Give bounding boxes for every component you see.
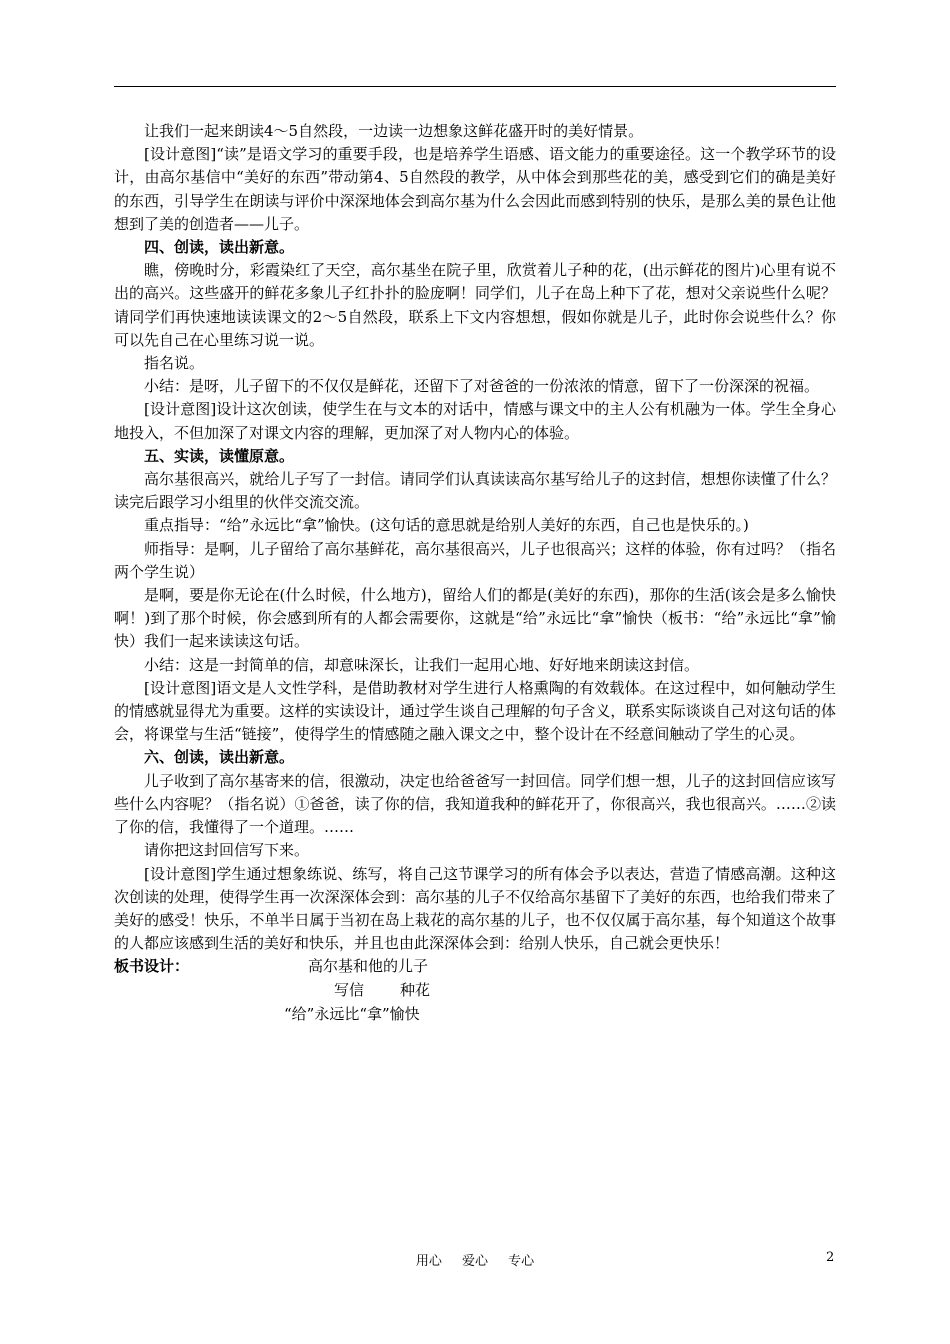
footer-word: 爱心 (461, 1254, 488, 1269)
paragraph: 师指导：是啊，儿子留给了高尔基鲜花，高尔基很高兴，儿子也很高兴；这样的体验，你有过吗？（指名两个学生说） (114, 539, 836, 581)
board-right-item: 种花 (400, 981, 431, 1000)
page-number: 2 (826, 1250, 835, 1265)
paragraph: [设计意图]学生通过想象练说、练写，将自己这节课学习的所有体会予以表达，营造了情感高潮。这种这次创读的处理，使得学生再一次深深体会到：高尔基的儿子不仅给高尔基留下了美好的东西，也给我们带来了美好的感受！快乐，不单半日属于当初在岛上栽花的高尔基的儿子，也不仅仅属于高尔基，每个知道这个故事的人都应该感到生活的美好和快乐，并且也由此深深体会到：给别人快乐，自己就会更快乐！ (114, 864, 836, 953)
paragraph: 小结：这是一封简单的信，却意味深长，让我们一起用心地、好好地来朗读这封信。 (144, 655, 700, 674)
paragraph: 指名说。 (144, 354, 205, 373)
paragraph: 让我们一起来朗读4～5自然段，一边读一边想象这鲜花盛开时的美好情景。 (144, 122, 644, 140)
paragraph: [设计意图]设计这次创读，使学生在与文本的对话中，情感与课文中的主人公有机融为一体。学生全身心地投入，不但加深了对课文内容的理解，更加深了对人物内心的体验。 (114, 400, 836, 442)
footer-word: 用心 (415, 1254, 442, 1269)
section-heading: 四、创读，读出新意。 (144, 238, 295, 257)
board-title: 高尔基和他的儿子 (308, 957, 429, 976)
document-body (114, 120, 836, 1025)
paragraph: [设计意图]“读”是语文学习的重要手段，也是培养学生语感、语文能力的重要途径。这一个教学环节的设计，由高尔基信中“美好的东西”带动第4、5自然段的教学，从中体会到那些花的美，感受到它们的确是美好的东西，引导学生在朗读与评价中深深地体会到高尔基为什么会因此而感到特别的快乐，是那么美的景色让他想到了美的创造者——儿子。 (114, 145, 836, 233)
paragraph: 瞧，傍晚时分，彩霞染红了天空，高尔基坐在院子里，欣赏着儿子种的花，(出示鲜花的图片)心里有说不出的高兴。这些盛开的鲜花多象儿子红扑扑的脸庞啊！同学们，儿子在岛上种下了花，想对父亲说些什么呢？请同学们再快速地读读课文的2～5自然段，联系上下文内容想想，假如你就是儿子，此时你会说些什么？你可以先自己在心里练习说一说。 (114, 261, 836, 349)
paragraph: [设计意图]语文是人文性学科，是借助教材对学生进行人格熏陶的有效载体。在这过程中，如何触动学生的情感就显得尤为重要。这样的实读设计，通过学生谈自己理解的句子含义，联系实际谈谈自己对这句话的体会，将课堂与生活“链接”，使得学生的情感随之融入课文之中，整个设计在不经意间触动了学生的心灵。 (114, 678, 836, 744)
paragraph: 高尔基很高兴，就给儿子写了一封信。请同学们认真读读高尔基写给儿子的这封信，想想你读懂了什么？读完后跟学习小组里的伙伴交流交流。 (114, 470, 836, 512)
board-left-item: 写信 (334, 981, 365, 1000)
board-motto: “给”永远比“拿”愉快 (284, 1005, 420, 1024)
paragraph-list (114, 120, 836, 955)
paragraph: 重点指导：“给”永远比“拿”愉快。(这句话的意思就是给别人美好的东西，自己也是快乐的。) (144, 516, 749, 535)
section-heading: 六、创读，读出新意。 (144, 748, 295, 767)
section-heading: 五、实读，读懂原意。 (144, 446, 295, 465)
blackboard-design (114, 955, 836, 1025)
paragraph: 请你把这封回信写下来。 (144, 841, 310, 860)
paragraph: 儿子收到了高尔基寄来的信，很激动，决定也给爸爸写一封回信。同学们想一想，儿子的这封回信应该写些什么内容呢？（指名说）①爸爸，读了你的信，我知道我种的鲜花开了，你很高兴，我也很高兴。……②读了你的信，我懂得了一个道理。…… (114, 771, 836, 837)
header-rule (114, 86, 836, 87)
board-label: 板书设计： (114, 957, 190, 976)
footer-word: 专心 (508, 1254, 535, 1269)
paragraph: 小结：是呀，儿子留下的不仅仅是鲜花，还留下了对爸爸的一份浓浓的情意，留下了一份深深的祝福。 (144, 377, 820, 396)
paragraph: 是啊，要是你无论在(什么时候，什么地方)，留给人们的都是(美好的东西)，那你的生活(该会是多么愉快啊！)到了那个时候，你会感到所有的人都会需要你，这就是“给”永远比“拿”愉快（板书：“给”永远比“拿”愉快）我们一起来读读这句话。 (114, 586, 836, 651)
page-footer (0, 1250, 950, 1269)
